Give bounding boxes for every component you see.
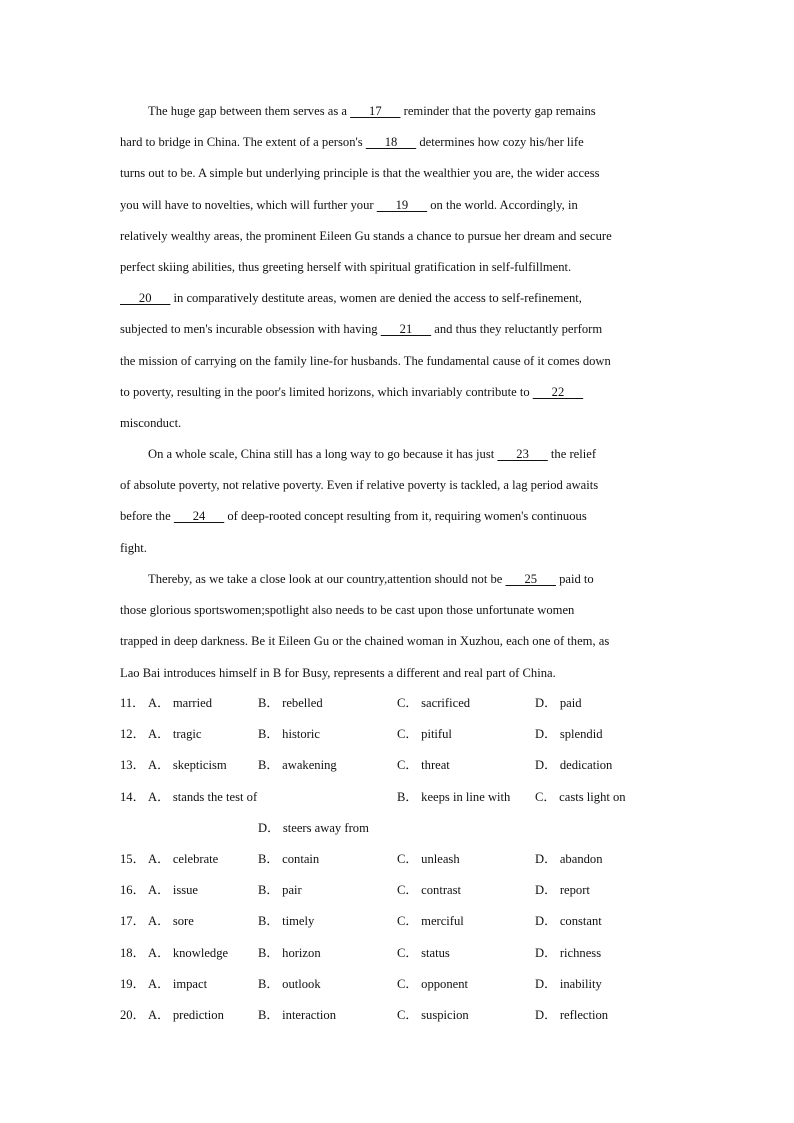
passage-line [120, 221, 672, 252]
passage-paragraph-1 [120, 96, 672, 439]
option-a[interactable]: A． knowledge [148, 945, 229, 960]
option-b[interactable]: B． timely [258, 914, 315, 929]
line-text: misconduct. [120, 415, 182, 430]
passage-line [120, 252, 672, 283]
question-number: 18． [120, 945, 146, 960]
line-text: those glorious sportswomen;spotlight also needs to be cast upon those unfortunate women [120, 603, 575, 618]
option-c[interactable]: C． status [397, 945, 450, 960]
question-row [120, 969, 680, 1000]
line-text: subjected to men's incurable obsession with having [120, 322, 381, 337]
option-b[interactable]: B． awakening [258, 758, 337, 773]
option-d[interactable]: D． paid [535, 696, 582, 710]
question-number: 16． [120, 883, 146, 898]
option-c[interactable]: C． contrast [397, 883, 462, 898]
line-text: trapped in deep darkness. Be it Eileen Gu or the chained woman in Xuzhou, each one of them, as [120, 634, 610, 649]
question-list [120, 688, 680, 1031]
option-a[interactable]: A． sore [148, 914, 194, 929]
option-c[interactable]: C． suspicion [397, 1007, 469, 1022]
question-number: 17． [120, 914, 146, 929]
option-d[interactable]: D． constant [535, 914, 602, 929]
question-number: 12． [120, 727, 146, 742]
line-text: in comparatively destitute areas, women are denied the access to self-refinement, [170, 291, 582, 306]
option-d[interactable]: D． abandon [535, 851, 603, 866]
line-text: the relief [547, 447, 597, 461]
line-text: paid to [555, 572, 594, 586]
answer-blank[interactable]: 23 [497, 447, 548, 461]
line-text: to poverty, resulting in the poor's limited horizons, which invariably contribute to [120, 384, 533, 399]
passage-line [120, 408, 672, 439]
question-number: 14． [120, 789, 146, 804]
option-a[interactable]: A． skepticism [148, 758, 227, 773]
passage-line [120, 658, 672, 689]
passage-line [120, 158, 672, 189]
line-text: relatively wealthy areas, the prominent Eileen Gu stands a chance to pursue her dream and secure [120, 228, 612, 243]
option-c[interactable]: C． sacrificed [397, 696, 471, 710]
option-a[interactable]: A． prediction [148, 1007, 224, 1022]
question-row [120, 1000, 680, 1031]
option-d[interactable]: D． steers away from [258, 820, 369, 835]
passage-line [120, 439, 672, 470]
option-b[interactable]: B． keeps in line with [397, 789, 511, 804]
passage-line [120, 533, 672, 564]
option-c[interactable]: C． pitiful [397, 727, 452, 742]
option-b[interactable]: B． horizon [258, 945, 321, 960]
question-row [120, 875, 680, 906]
option-a[interactable]: A． celebrate [148, 851, 219, 866]
line-text: the mission of carrying on the family line-for husbands. The fundamental cause of it comes down [120, 353, 611, 368]
question-row [120, 750, 680, 781]
passage-line [120, 377, 672, 408]
passage-line [120, 190, 672, 221]
passage-paragraph-2 [120, 439, 672, 564]
option-d[interactable]: D． richness [535, 945, 602, 960]
option-a[interactable]: A． married [148, 696, 212, 710]
line-text: of deep-rooted concept resulting from it, requiring women's continuous [224, 509, 587, 524]
line-text: on the world. Accordingly, in [427, 197, 578, 212]
question-row [120, 938, 680, 969]
option-d[interactable]: D． report [535, 883, 590, 898]
option-b[interactable]: B． pair [258, 883, 302, 898]
answer-blank[interactable]: 18 [365, 135, 417, 150]
question-row [120, 719, 680, 750]
line-text: The huge gap between them serves as a [148, 104, 351, 118]
answer-blank[interactable]: 20 [120, 291, 171, 306]
option-b[interactable]: B． outlook [258, 976, 321, 991]
option-c[interactable]: C． casts light on [535, 789, 626, 804]
question-row [120, 906, 680, 937]
line-text: hard to bridge in China. The extent of a person's [120, 135, 366, 150]
option-d[interactable]: D． reflection [535, 1007, 609, 1022]
option-c[interactable]: C． opponent [397, 976, 469, 991]
passage-line [120, 314, 672, 345]
line-text: you will have to novelties, which will further your [120, 197, 377, 212]
option-a[interactable]: A． tragic [148, 727, 202, 742]
option-a[interactable]: A． issue [148, 883, 199, 898]
passage-line [120, 626, 672, 657]
option-d[interactable]: D． splendid [535, 727, 603, 742]
question-number: 15． [120, 851, 146, 866]
line-text: determines how cozy his/her life [416, 135, 584, 150]
answer-blank[interactable]: 17 [350, 104, 401, 118]
option-c[interactable]: C． merciful [397, 914, 464, 929]
option-b[interactable]: B． interaction [258, 1007, 336, 1022]
passage-line [120, 96, 672, 127]
question-number: 20． [120, 1007, 146, 1022]
option-d[interactable]: D． dedication [535, 758, 613, 773]
option-a[interactable]: A． stands the test of [148, 789, 258, 804]
line-text: turns out to be. A simple but underlying principle is that the wealthier you are, the wider access [120, 166, 600, 181]
option-d[interactable]: D． inability [535, 976, 602, 991]
line-text: perfect skiing abilities, thus greeting herself with spiritual gratification in self-fulfillment. [120, 259, 572, 274]
option-b[interactable]: B． rebelled [258, 696, 323, 710]
line-text: Thereby, as we take a close look at our country,attention should not be [148, 572, 506, 586]
option-a[interactable]: A． impact [148, 976, 208, 991]
answer-blank[interactable]: 24 [173, 509, 225, 524]
option-b[interactable]: B． historic [258, 727, 320, 742]
line-text: reminder that the poverty gap remains [400, 104, 596, 118]
question-row [120, 782, 680, 813]
answer-blank[interactable]: 25 [505, 572, 556, 586]
passage-line [120, 501, 672, 532]
line-text: On a whole scale, China still has a long way to go because it has just [148, 447, 498, 461]
line-text: Lao Bai introduces himself in B for Busy, represents a different and real part of China. [120, 665, 556, 680]
option-c[interactable]: C． unleash [397, 851, 460, 866]
answer-blank[interactable]: 21 [380, 322, 432, 337]
question-number: 19． [120, 976, 146, 991]
question-number: 11． [120, 696, 145, 710]
option-c[interactable]: C． threat [397, 758, 450, 773]
passage-line [120, 283, 672, 314]
passage-line [120, 346, 672, 377]
option-b[interactable]: B． contain [258, 851, 320, 866]
question-row-continued [120, 813, 680, 844]
passage-paragraph-3 [120, 564, 672, 689]
question-number: 13． [120, 758, 146, 773]
passage-line [120, 127, 672, 158]
passage-line [120, 564, 672, 595]
question-row [120, 688, 680, 719]
passage-line [120, 595, 672, 626]
line-text: and thus they reluctantly perform [431, 322, 603, 337]
answer-blank[interactable]: 19 [376, 197, 428, 212]
passage-line [120, 470, 672, 501]
line-text: before the [120, 509, 174, 524]
line-text: of absolute poverty, not relative poverty. Even if relative poverty is tackled, a lag period awaits [120, 478, 599, 493]
line-text: fight. [120, 540, 147, 555]
question-row [120, 844, 680, 875]
answer-blank[interactable]: 22 [532, 384, 584, 399]
